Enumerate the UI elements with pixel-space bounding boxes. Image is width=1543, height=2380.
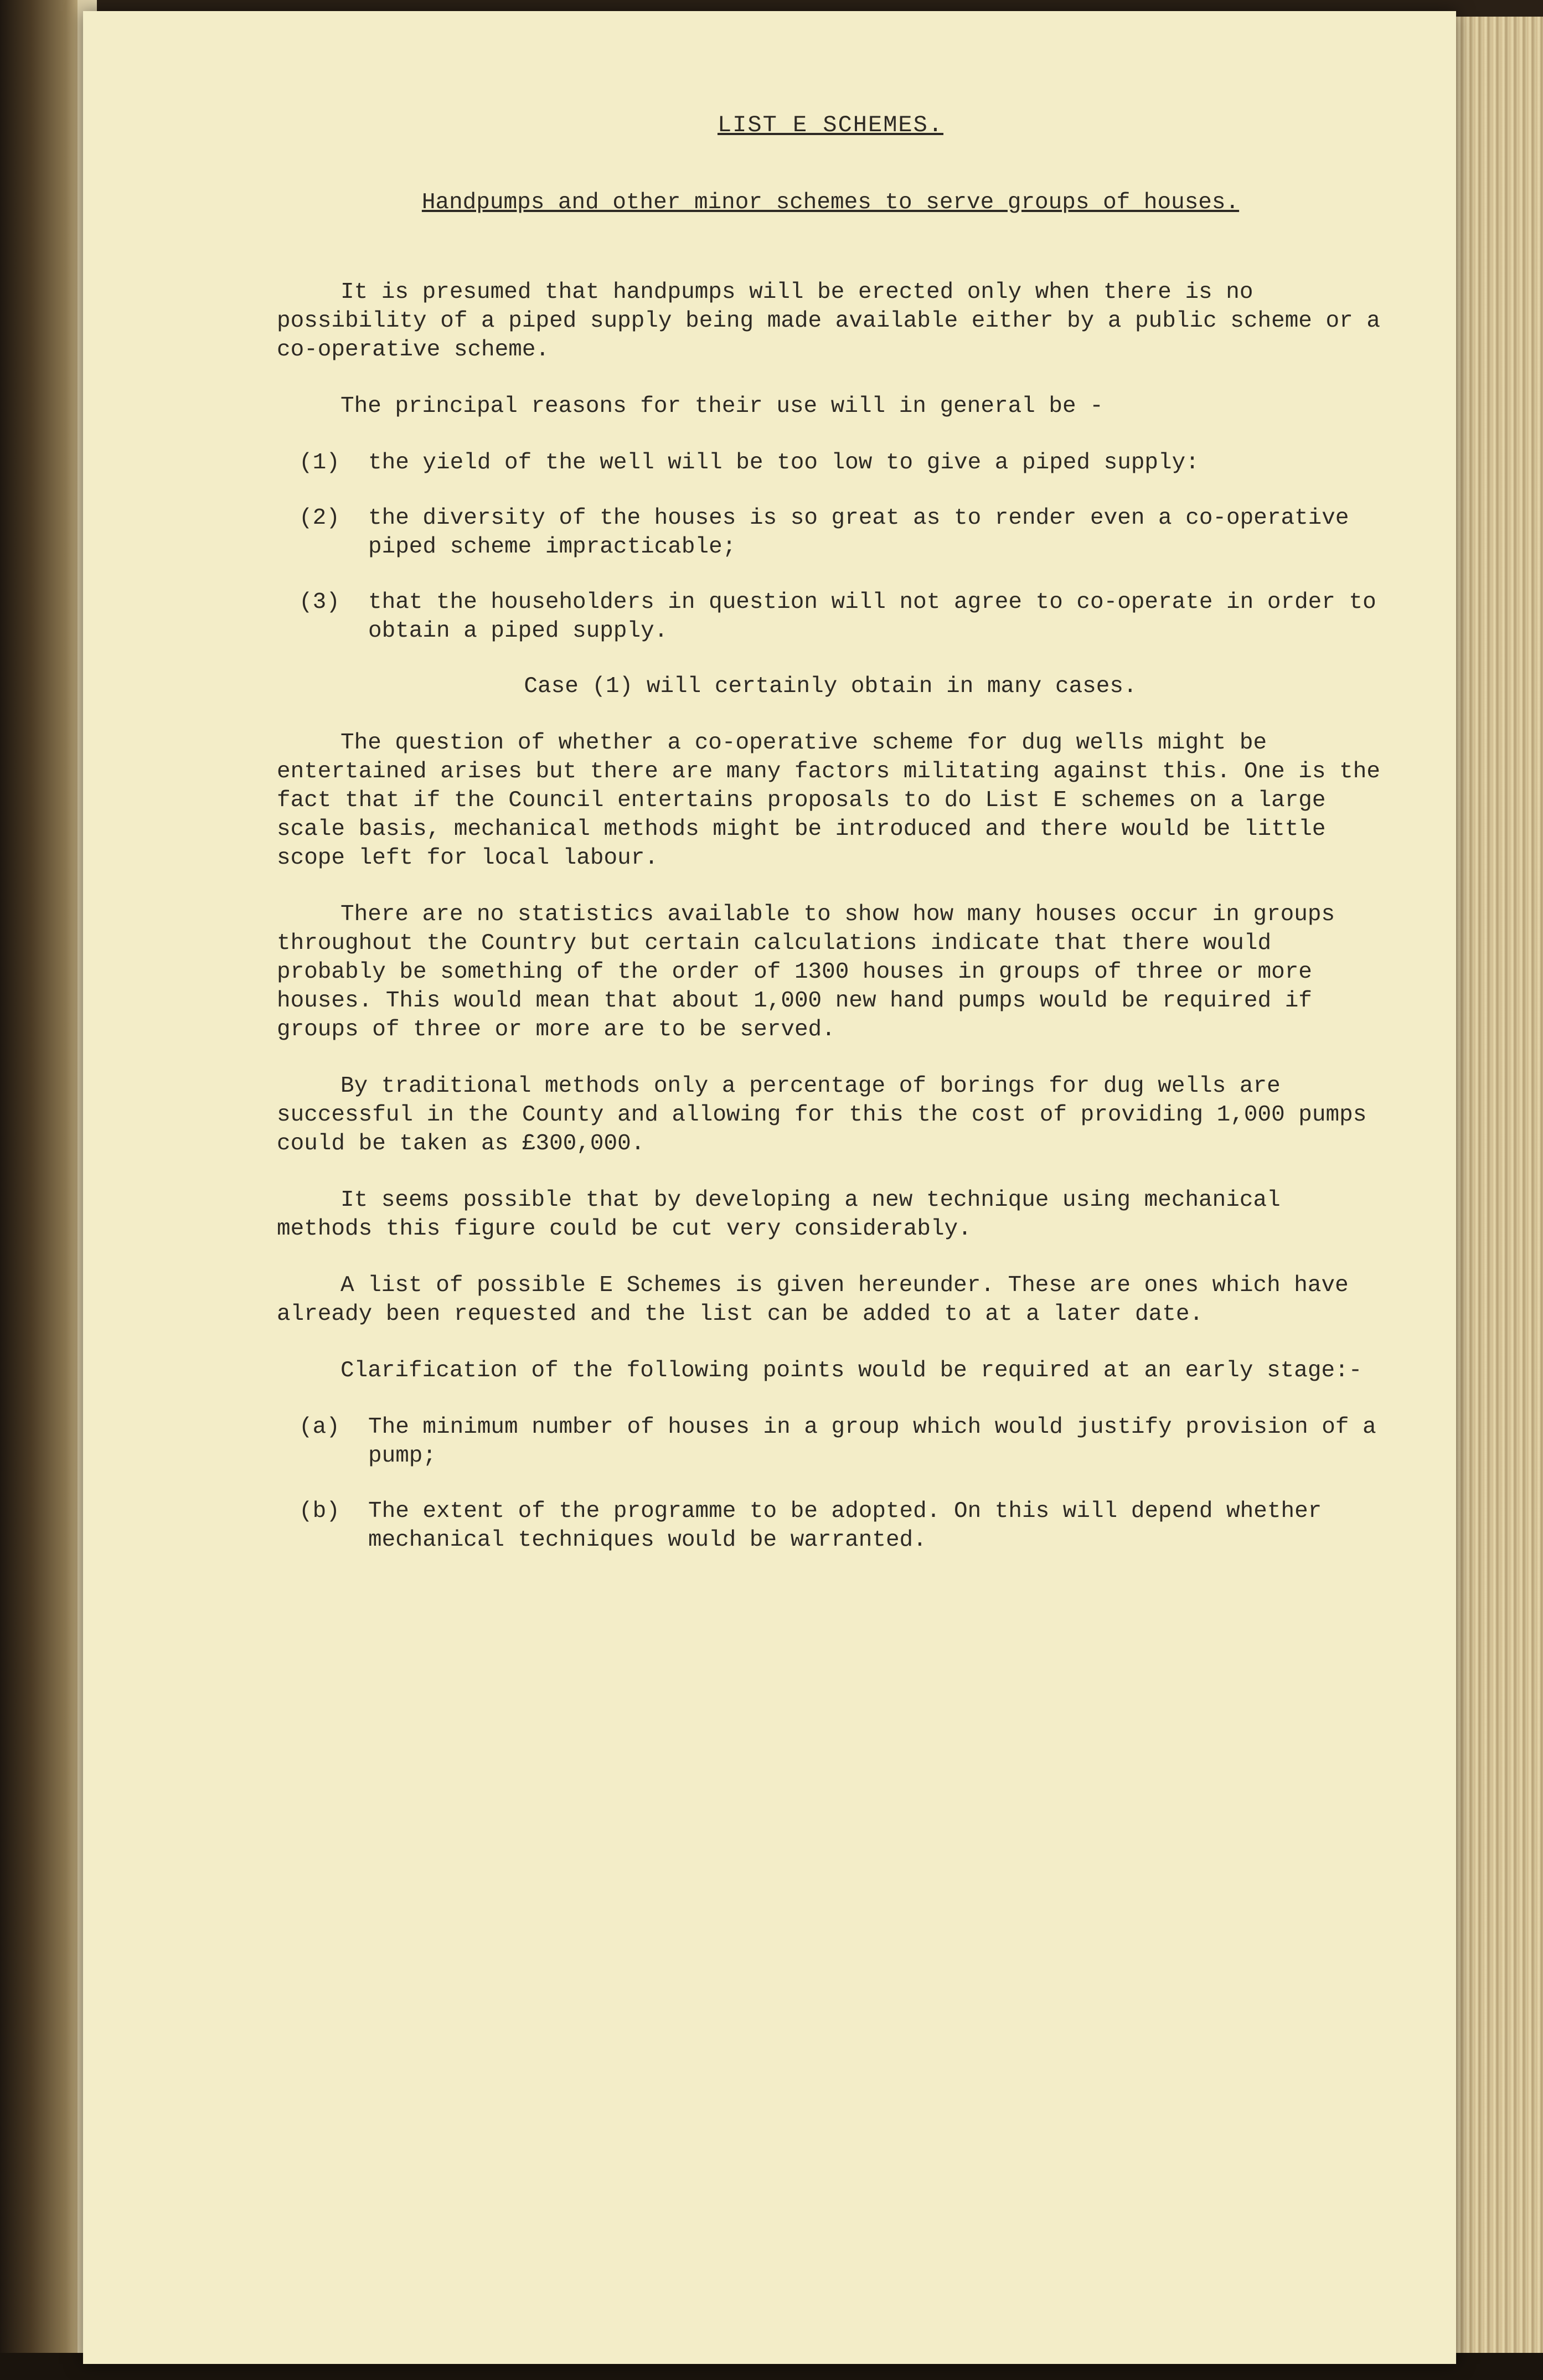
reason-number: (3) <box>299 590 340 615</box>
list-paragraph: A list of possible E Schemes is given hereunder. These are ones which have already been requested and the list can be added to at a later date. <box>277 1273 1349 1327</box>
reason-number: (2) <box>299 505 340 531</box>
reason-item <box>299 504 1384 561</box>
reason-item <box>299 588 1384 646</box>
cooperative-paragraph: The question of whether a co-operative scheme for dug wells might be entertained arises but there are many factors militating against this. One is the fact that if the Council entertains proposals to do List E schemes on a large scale basis, mechanical methods might be introduced and there would be little scope left for local labour. <box>277 730 1380 871</box>
intro-paragraph: It is presumed that handpumps will be erected only when there is no possibility of a piped supply being made available either by a public scheme or a co-operative scheme. <box>277 280 1380 363</box>
book-spine <box>0 0 78 2380</box>
case-note: Case (1) will certainly obtain in many cases. <box>524 674 1137 699</box>
page-subtitle: Handpumps and other minor schemes to serve groups of houses. <box>421 190 1240 215</box>
point-letter: (b) <box>299 1499 340 1524</box>
point-text: The minimum number of houses in a group which would justify provision of a pump; <box>368 1414 1376 1469</box>
point-item <box>299 1497 1384 1555</box>
clarification-lead: Clarification of the following points would be required at an early stage:- <box>340 1358 1363 1383</box>
reason-number: (1) <box>299 450 340 476</box>
point-text: The extent of the programme to be adopted. On this will depend whether mechanical techniques would be warranted. <box>368 1499 1322 1553</box>
page-title: LIST E SCHEMES. <box>717 112 944 138</box>
technique-paragraph: It seems possible that by developing a new technique using mechanical methods this figure could be cut very considerably. <box>277 1188 1281 1242</box>
page-stack-edges <box>1456 17 1543 2364</box>
traditional-paragraph: By traditional methods only a percentage of borings for dug wells are successful in the County and allowing for this the cost of providing 1,000 pumps could be taken as £300,000. <box>277 1073 1367 1157</box>
reason-item <box>299 448 1384 477</box>
reason-text: that the householders in question will not agree to co-operate in order to obtain a piped supply. <box>368 590 1376 644</box>
reason-text: the yield of the well will be too low to give a piped supply: <box>368 450 1199 476</box>
point-letter: (a) <box>299 1414 340 1440</box>
statistics-paragraph: There are no statistics available to show how many houses occur in groups throughout the Country but certain calculations indicate that there would probably be something of the order of 1300 houses in groups of three or more houses. This would mean that about 1,000 new hand pumps would be required if groups of three or more are to be served. <box>277 902 1335 1042</box>
point-item <box>299 1413 1384 1470</box>
reasons-lead: The principal reasons for their use will in general be - <box>340 394 1103 419</box>
reason-text: the diversity of the houses is so great as to render even a co-operative piped scheme impracticable; <box>368 505 1349 560</box>
document-body <box>277 111 1384 1581</box>
